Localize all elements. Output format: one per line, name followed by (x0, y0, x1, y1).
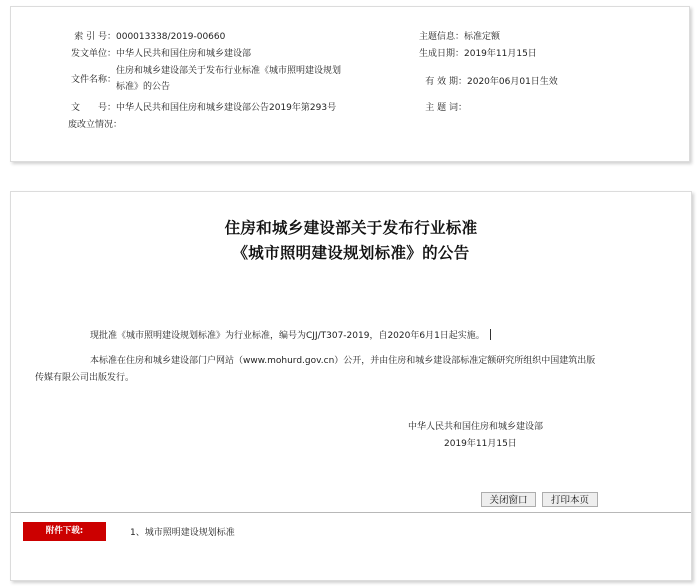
meta-value-line: 标准》的公告 (116, 82, 171, 92)
meta-label: 废改立情况： (68, 120, 123, 130)
attachment-download-label: 附件下载: (23, 522, 106, 541)
meta-file-name (68, 65, 341, 96)
meta-value (116, 65, 341, 96)
meta-value-line: 住房和城乡建设部关于发布行业标准《城市照明建设规划 (116, 66, 342, 76)
meta-document-number (68, 102, 336, 115)
article-paragraph-2-line-1: 本标准在住房和城乡建设部门户网站（www.mohurd.gov.cn）公开，并由住房和城乡建设部标准定额研究所组织中国建筑出版 (90, 356, 596, 366)
signature-organization: 中华人民共和国住房和城乡建设部 (408, 422, 544, 432)
article-title-line-2: 《城市照明建设规划标准》的公告 (232, 244, 470, 262)
meta-value: 000013338/2019-00660 (116, 32, 226, 42)
meta-label: 文 号： (70, 103, 116, 113)
meta-created-date (414, 48, 537, 61)
attachment-link[interactable]: 1、城市照明建设规划标准 (130, 528, 235, 538)
meta-issuing-unit (68, 48, 251, 61)
meta-label: 索 引 号： (74, 32, 116, 42)
meta-label: 生成日期： (418, 49, 464, 59)
meta-value: 2020年06月01日生效 (467, 77, 558, 87)
meta-label: 文件名称： (70, 75, 116, 85)
meta-value: 中华人民共和国住房和城乡建设部公告2019年第293号 (116, 103, 337, 113)
meta-label: 主题信息： (418, 32, 464, 42)
meta-value: 中华人民共和国住房和城乡建设部 (116, 49, 252, 59)
meta-subject-info (414, 31, 500, 44)
divider (11, 512, 691, 513)
meta-label: 有 效 期： (425, 77, 467, 87)
article-title-line-1: 住房和城乡建设部关于发布行业标准 (224, 219, 478, 237)
meta-index-number (68, 31, 225, 44)
close-window-button[interactable]: 关闭窗口 (481, 492, 536, 507)
document-metadata-card (10, 6, 690, 162)
meta-value: 2019年11月15日 (464, 49, 537, 59)
meta-keywords (417, 102, 467, 115)
meta-label: 主 题 词： (425, 103, 467, 113)
article-paragraph-1 (90, 329, 491, 343)
meta-label: 发文单位： (70, 49, 116, 59)
signature-date: 2019年11月15日 (444, 439, 517, 449)
announcement-card (10, 191, 692, 581)
meta-value: 标准定额 (464, 32, 501, 42)
print-page-button[interactable]: 打印本页 (542, 492, 598, 507)
meta-effective-date (417, 76, 558, 89)
article-paragraph-2-line-2: 传媒有限公司出版发行。 (35, 373, 135, 383)
paragraph-text: 现批准《城市照明建设规划标准》为行业标准，编号为CJJ/T307-2019，自2020年6月1日起实施。 (90, 331, 485, 341)
meta-revision-status (68, 119, 123, 132)
text-cursor (490, 329, 491, 340)
